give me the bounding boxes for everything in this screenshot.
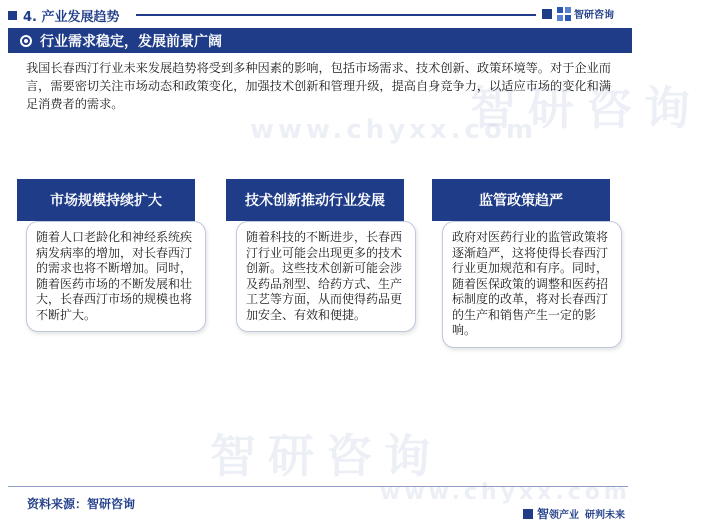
watermark-url-top: www.chyxx.com [250,115,537,145]
header-divider [136,14,536,16]
card-title-tech-innovation: 技术创新推动行业发展 [226,179,404,221]
topic-banner [8,28,632,53]
footer-divider [8,486,628,487]
section-title: 4. 产业发展趋势 [23,9,120,25]
square-bullet-icon [8,11,17,20]
brand-tagline-right: 研判未来 [585,510,626,521]
header-square-icon [542,9,552,19]
card-body-regulation: 政府对医药行业的监管政策将逐渐趋严，这将使得长春西汀行业更加规范和有序。同时，随着医保政策的调整和医药招标制度的改革，将对长春西汀的生产和销售产生一定的影响。 [442,221,622,348]
source-note: 资料来源：智研咨询 [27,497,136,511]
footer-brand [523,505,625,522]
watermark-cn-bottom: 智研咨询 [210,429,442,483]
card-title-regulation: 监管政策趋严 [432,179,610,221]
logo-text: 智研咨询 [574,10,614,21]
brand-char-1: 智 [537,507,550,521]
intro-paragraph: 我国长春西汀行业未来发展趋势将受到多种因素的影响，包括市场需求、技术创新、政策环境等。对于企业而言，需要密切关注市场动态和政策变化，加强技术创新和管理升级，提高自身竞争力，以适应市场的变化和满足消费者的需求。 [26,61,611,111]
brand-tagline-left: 领产业 [549,510,580,521]
banner-title: 行业需求稳定，发展前景广阔 [40,33,222,50]
card-body-tech-innovation: 随着科技的不断进步，长春西汀行业可能会出现更多的技术创新。这些技术创新可能会涉及药品剂型、给药方式、生产工艺等方面，从而使得药品更加安全、有效和便捷。 [236,221,416,332]
card-title-market-scale: 市场规模持续扩大 [17,179,195,221]
brand-logo [557,6,614,21]
card-body-market-scale: 随着人口老龄化和神经系统疾病发病率的增加，对长春西汀的需求也将不断增加。同时，随着医药市场的不断发展和壮大，长春西汀市场的规模也将不断扩大。 [26,221,206,332]
brand-square-icon [523,509,533,519]
section-header [8,4,120,26]
banner-circle-icon [20,35,32,47]
logo-mark-icon [557,7,571,21]
watermark-cn-top: 智研咨询 [470,81,702,135]
watermark-url-bottom: www.chyxx.com [380,480,631,505]
